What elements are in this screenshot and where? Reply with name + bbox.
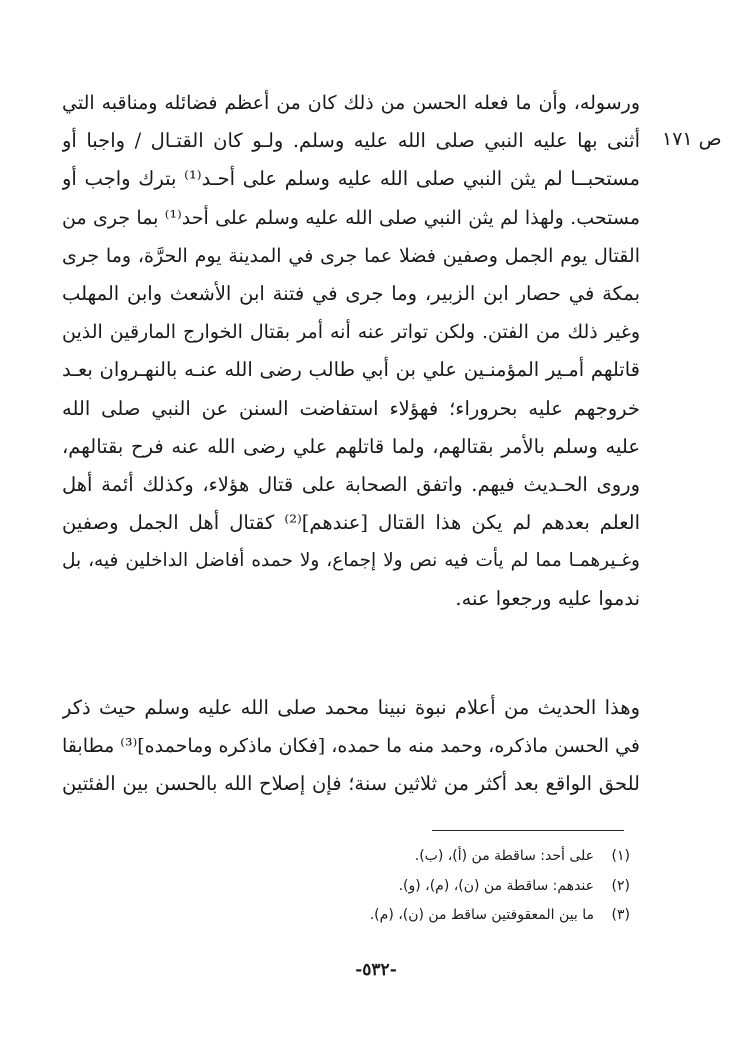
text-line: عليه وسلم بالأمر بقتالهم، ولما قاتلهم علي رضى الله عنه فرح بقتالهم،: [62, 434, 640, 458]
paragraph-2: [62, 689, 640, 804]
margin-page-reference: ص ١٧١: [662, 128, 722, 150]
footnote-number: (٣): [611, 907, 630, 923]
text-line: وغير ذلك من الفتن. ولكن تواتر عنه أنه أمر بقتال الخوارج المارقين الذين: [62, 321, 640, 344]
footnote: [200, 872, 630, 902]
text-line: أثنى بها عليه النبي صلى الله عليه وسلم. ولـو كان القتـال / واجبا أو: [62, 129, 640, 153]
footnote-text: عندهم: ساقطة من (ن)، (م)، (و).: [398, 877, 594, 894]
text-line: مستحبــا لم يثن النبي صلى الله عليه وسلم على أحـد⁽¹⁾ بترك واجب أو: [62, 167, 640, 191]
footnote: [200, 901, 630, 931]
text-line: مستحب. ولهذا لم يثن النبي صلى الله عليه وسلم على أحد⁽¹⁾ بما جرى من: [62, 206, 640, 229]
footnote-divider: [432, 830, 624, 831]
text-line: ندموا عليه ورجعوا عنه.: [455, 587, 640, 611]
text-line: للحق الواقع بعد أكثر من ثلاثين سنة؛ فإن إصلاح الله بالحسن بين الفئتين: [62, 772, 640, 796]
text-line: العلم بعدهم لم يكن هذا القتال [عندهم]⁽²⁾ كقتال أهل الجمل وصفين: [62, 511, 640, 535]
footnote-number: (٢): [611, 877, 630, 894]
footnote-number: (١): [611, 848, 630, 864]
footnote-text: ما بين المعقوفتين ساقط من (ن)، (م).: [369, 907, 594, 923]
text-line: قاتلهم أمـير المؤمنـين علي بن أبي طالب رضى الله عنـه بالنهـروان بعـد: [62, 358, 640, 382]
text-line: القتال يوم الجمل وصفين فضلا عما جرى في المدينة يوم الحرَّة، وما جرى: [62, 244, 640, 267]
text-line: وغـيرهمـا مما لم يأت فيه نص ولا إجماع، ولا حمده أفاضل الداخلين فيه، بل: [62, 550, 640, 572]
text-line: في الحسن ماذكره، وحمد منه ما حمده، [فكان ماذكره وماحمده]⁽³⁾ مطابقا: [62, 735, 640, 758]
footnote: [200, 842, 630, 872]
page-number: -٥٣٢-: [355, 960, 397, 980]
footnote-text: على أحد: ساقطة من (أ)، (ب).: [414, 848, 594, 864]
text-line: ورسوله، وأن ما فعله الحسن من ذلك كان من أعظم فضائله ومناقبه التي: [62, 92, 640, 114]
paragraph-1: [62, 84, 640, 619]
text-line: وهذا الحديث من أعلام نبوة نبينا محمد صلى الله عليه وسلم حيث ذكر: [62, 696, 640, 719]
text-line: بمكة في حصار ابن الزبير، وما جرى في فتنة ابن الأشعث وابن المهلب: [62, 281, 640, 305]
text-line: خروجهم عليه بحروراء؛ فهؤلاء استفاضت السنن عن النبي صلى الله: [62, 396, 640, 420]
footnotes: [200, 842, 630, 931]
text-line: وروى الحـديث فيهم. واتفق الصحابة على قتال هؤلاء، وكذلك أئمة أهل: [62, 472, 640, 496]
